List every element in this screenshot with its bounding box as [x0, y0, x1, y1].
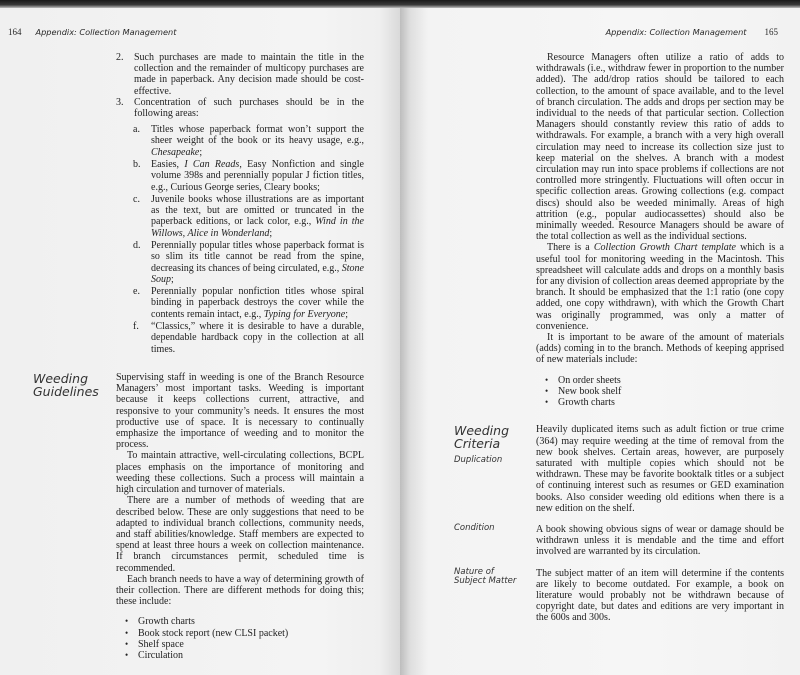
item-text: Perennially popular nonfiction titles whose spiral binding in paperback destroys the cover while the contents remain intact, e.g., [151, 286, 364, 320]
section-heading-weeding-criteria [450, 424, 528, 450]
purchases-section [8, 52, 364, 356]
criterion-label-subject-matter: Nature of Subject Matter [454, 566, 517, 587]
growth-methods-list [116, 616, 364, 661]
paragraph: It is important to be aware of the amount of materials (adds) coming in to the branch. Methods of keeping apprised of new materials include: [536, 332, 784, 366]
lettered-item [116, 321, 364, 355]
item-text: Such purchases are made to maintain the title in the collection and the remainder of multicopy purchases are made in paperback. Any decision made should be cost-effective. [134, 52, 364, 97]
heading-line: Weeding [454, 423, 510, 439]
punct: ; [199, 146, 203, 158]
heading-line: Criteria [454, 436, 501, 452]
paragraph: A book showing obvious signs of wear or damage should be withdrawn unless it is mendable and the time and effort involved are warranted by its circulation. [536, 523, 784, 558]
list-item: • Circulation [116, 650, 364, 661]
criteria-side [450, 424, 528, 466]
book-title: Typing for Everyone [263, 308, 346, 320]
book-title: Wind in the Willows, Alice in Wonderland [151, 216, 364, 239]
paragraph: The subject matter of an item will determine if the contents are likely to become outdated. For example, a book on literature would probably not be withdrawn because of copyright date, but dates and editions are very important in the 600s and 300s. [536, 567, 784, 624]
list-item: • Book stock report (new CLSI packet) [116, 628, 364, 639]
text-run: which is a useful tool for monitoring weeding in the Macintosh. This spreadsheet will calculate adds and drops on a monthly basis for any division of collection areas deemed appropriate by the branch. It should be emphasized that the 1:1 ratio (one copy added, one copy withdrawn), with which the Growth Chart was originally programmed, was only a matter of convenience. [536, 242, 784, 332]
book-title: Stone Soup [151, 262, 364, 285]
ratio-section [450, 52, 784, 408]
running-head-right [450, 26, 784, 38]
criterion-duplication-text [536, 424, 784, 514]
paragraph [536, 242, 784, 332]
item-letter: f. [133, 321, 139, 333]
running-head-left [8, 26, 364, 38]
paragraph: Resource Managers often utilize a ratio of adds to withdrawals (i.e., withdraw fewer in proportion to the number added). The add/drop ratios should be tailored to each collection, to the amount of space available, and to the level of branch circulation. The adds and drops per section may be individual to the needs of that particular section. Collection Managers should constantly review this ratio of adds to withdrawals. For example, a branch with a very high overall circulation may need to increase its collection size just to keep material on the shelves. A branch with a modest circulation may run into space problems if collections are not controlled more stringently. Fluctuations will often occur in specific collection areas. Growing collections (e.g. compact discs) should also be weeded minimally. Areas of high attrition (e.g., popular audiocassettes) should also be minimally weeded. Resource Managers should be aware of the total collection as well as the individual sections. [536, 52, 784, 243]
item-letter: a. [133, 124, 140, 136]
heading-line: Guidelines [33, 384, 99, 400]
item-letter: e. [133, 286, 140, 298]
paragraph: To maintain attractive, well-circulating collections, BCPL places emphasis on the importance of monitoring and weeding these collections. Such a process will maintain a high circulation and turnover of materials. [116, 450, 364, 496]
lettered-item [116, 286, 364, 320]
page-number: 165 [764, 27, 778, 37]
criterion-subject-matter-text [536, 568, 784, 624]
list-item: • Growth charts [536, 397, 784, 408]
item-text: “Classics,” where it is desirable to have a durable, dependable hardback copy in the collection at all times. [151, 321, 364, 355]
paragraph: Supervising staff in weeding is one of the Branch Resource Managers’ most important tasks. Weeding is important because it keeps collections current, attractive, and responsive to your community’s needs. It ensures the most productive use of space. It is necessary to continually emphasize the importance of weeding and to monitor the process. [116, 372, 364, 451]
page-number: 164 [8, 27, 22, 37]
item-letter: d. [133, 240, 141, 252]
heading-line: Weeding [33, 371, 89, 387]
item-letter: c. [133, 194, 140, 206]
lettered-list [116, 124, 364, 355]
list-item: • On order sheets [536, 375, 784, 386]
lettered-item [116, 159, 364, 193]
running-head-title: Appendix: Collection Management [605, 27, 747, 37]
ratio-section-body [536, 52, 784, 408]
criterion-condition-text [536, 524, 784, 558]
list-item: • New book shelf [536, 386, 784, 397]
book-title: I Can Reads [184, 159, 240, 171]
weeding-guidelines-section [8, 372, 364, 661]
lettered-item [116, 124, 364, 158]
criterion-subject-matter-row [450, 568, 784, 624]
new-materials-list [536, 375, 784, 409]
item-letter: b. [133, 159, 141, 171]
running-head-title: Appendix: Collection Management [35, 27, 177, 37]
text-run: There is a [547, 242, 594, 254]
item-text: Juvenile books whose illustrations are as important as the text, but are omitted or truncated in the paperback editions, or lack color, e.g., [151, 194, 364, 228]
item-text: , Easy Nonfiction and single volume 398s and perennially popular J fiction titles, e.g., Curious George series, Cleary books; [151, 159, 364, 193]
weeding-guidelines-body [116, 372, 364, 661]
item-number: 3. [116, 96, 124, 108]
numbered-list [116, 52, 364, 356]
criterion-label-duplication: Duplication [454, 455, 503, 466]
lettered-item [116, 240, 364, 285]
template-name: Collection Growth Chart template [593, 242, 736, 254]
lettered-item [116, 194, 364, 239]
item-number: 2. [116, 52, 124, 63]
paragraph: Each branch needs to have a way of determining growth of their collection. There are different methods for doing this; these include: [116, 573, 364, 608]
numbered-item [116, 52, 364, 97]
item-text: Perennially popular titles whose paperback format is so slim its title cannot be read from the spine, decreasing its chances of being circulated, e.g., [151, 240, 364, 274]
book-title: Chesapeake [151, 146, 200, 158]
list-item: • Shelf space [116, 639, 364, 650]
criterion-label-condition: Condition [454, 522, 495, 533]
item-text: Easies, [151, 159, 185, 171]
item-text: Titles whose paperback format won’t support the sheer weight of the book or its heavy usage, e.g., [151, 124, 364, 147]
criterion-duplication-row [450, 424, 784, 514]
paragraph: There are a number of methods of weeding that are described below. These are only suggestions that need to be adapted to individual branch collections, community needs, and staff abilities/knowledge. Staff members are expected to spend at least three hours a week on collection maintenance. If branch circumstances permit, scheduled time is recommended. [116, 495, 364, 574]
punct: ; [269, 227, 273, 239]
scan-top-edge [0, 0, 800, 8]
criterion-condition-row [450, 524, 784, 558]
punct: ; [171, 273, 174, 285]
list-item: • Growth charts [116, 616, 364, 627]
section-heading-weeding-guidelines [8, 372, 108, 398]
paragraph: Heavily duplicated items such as adult fiction or true crime (364) may require weeding at the time of removal from the new book shelves. Certain areas, however, are purposely saturated with multiple copies which should not be withdrawn. These may be favorite booktalk titles or a subject of continuing interest such as resumes or GED examination books. Also consider weeding old editions when there is a new edition on the shelf. [536, 424, 784, 514]
numbered-item [116, 97, 364, 119]
item-text: Concentration of such purchases should be in the following areas: [134, 96, 364, 120]
right-page [400, 0, 800, 675]
punct: ; [345, 308, 348, 320]
